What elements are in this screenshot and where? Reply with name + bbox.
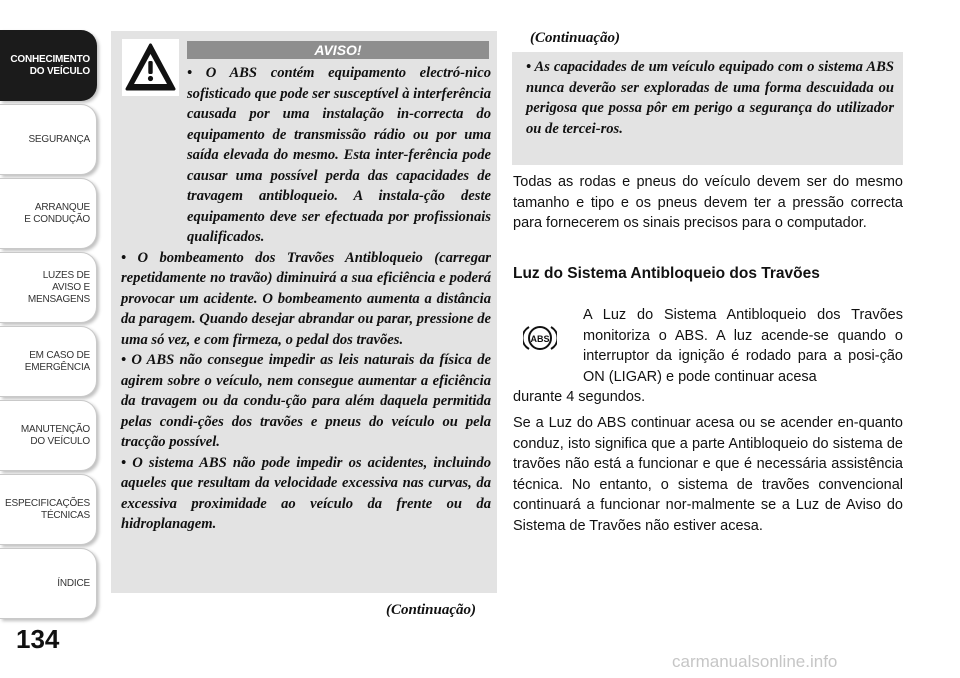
tab-label: ARRANQUE E CONDUÇÃO	[24, 201, 90, 225]
warning-continued-text: • As capacidades de um veículo equipado com o sistema ABS nunca deverão ser exploradas de uma forma descuidada ou perigosa que possa pôr em perigo a segurança do utilizador ou de tercei-ros.	[526, 59, 894, 137]
warning-box	[111, 31, 497, 593]
tab-indice[interactable]	[0, 548, 97, 619]
continuation-label-top: (Continuação)	[530, 30, 621, 46]
tab-luzes-de-aviso[interactable]	[0, 252, 97, 323]
tab-label: CONHECIMENTO DO VEÍCULO	[10, 53, 90, 77]
tab-conhecimento-do-veiculo[interactable]	[0, 30, 97, 101]
abs-light-paragraph: A Luz do Sistema Antibloqueio dos Travões monitoriza o ABS. A luz acende-se quando o interruptor da ignição é rodado para a posi-ção ON (LIGAR) e pode continuar acesa	[583, 307, 903, 385]
warning-paragraph: • O ABS contém equipamento electró-nico sofisticado que pode ser susceptível à interferência causada por uma instalação in-correcta do equipamento de transmissão rádio ou por uma saída elevada do mesmo. Esta inter-ferência pode causar uma possível perda das capacidades de travagem antibloqueio. A instala-ção deste equipamento deve ser efectuada por profissionais qualificados.	[187, 65, 491, 245]
section-title: Luz do Sistema Antibloqueio dos Travões	[513, 265, 820, 282]
watermark: carmanualsonline.info	[672, 652, 838, 671]
tab-label: ESPECIFICAÇÕES TÉCNICAS	[5, 497, 90, 521]
page-number: 134	[16, 624, 60, 654]
tab-especificacoes-tecnicas[interactable]	[0, 474, 97, 545]
warning-continued-box	[512, 52, 903, 165]
abs-icon-text: ABS	[530, 334, 550, 344]
warning-title: AVISO!	[187, 41, 489, 59]
tab-em-caso-de-emergencia[interactable]	[0, 326, 97, 397]
warning-paragraph: • O bombeamento dos Travões Antibloqueio (carregar repetidamente no travão) diminuirá a sua eficiência e poderá provocar um acidente. O bombeamento aumenta a distância da paragem. Quando desejar abrandar ou parar, pressione de uma só vez, e com firmeza, o pedal dos travões.	[121, 249, 491, 348]
tab-label: EM CASO DE EMERGÊNCIA	[24, 349, 90, 373]
tab-label: LUZES DE AVISO E MENSAGENS	[27, 269, 90, 305]
tab-manutencao-do-veiculo[interactable]	[0, 400, 97, 471]
warning-paragraph: • O sistema ABS não pode impedir os acidentes, incluindo aqueles que resultam da velocidade excessiva nas curvas, da excessiva proximidade ao veículo da frente ou da hidroplanagem.	[121, 454, 491, 532]
tab-label: SEGURANÇA	[28, 133, 90, 145]
warning-text	[121, 63, 491, 535]
warning-paragraph: • O ABS não consegue impedir as leis naturais da física de agirem sobre o veículo, nem consegue aumentar a eficiência da travagem ou da condu-ção para além daquela permitida pelas condi-ções dos travões e pneus do veículo ou pela tracção possível.	[121, 352, 491, 450]
paragraph-abs-light-on: Se a Luz do ABS continuar acesa ou se acender en-quanto conduz, isto significa que a parte Antibloqueio do sistema de travões não está a funcionar e que é necessária assistência técnica. No entanto, o sistema de travões convencional continuará a funcionar nor-malmente se a Luz de Aviso do Sistema de Travões não estiver acesa.	[513, 415, 903, 534]
tab-label: ÍNDICE	[57, 577, 90, 589]
paragraph-tyres: Todas as rodas e pneus do veículo devem ser do mesmo tamanho e tipo e os pneus devem ter a pressão correcta para fornecerem os sinais precisos para o computador.	[513, 174, 903, 231]
abs-light-paragraph-end: durante 4 segundos.	[513, 389, 646, 405]
abs-warning-light-icon	[523, 323, 557, 353]
tab-arranque-e-conducao[interactable]	[0, 178, 97, 249]
tab-label: MANUTENÇÃO DO VEÍCULO	[20, 423, 90, 447]
continuation-label-bottom: (Continuação)	[386, 602, 477, 618]
tab-seguranca[interactable]	[0, 104, 97, 175]
